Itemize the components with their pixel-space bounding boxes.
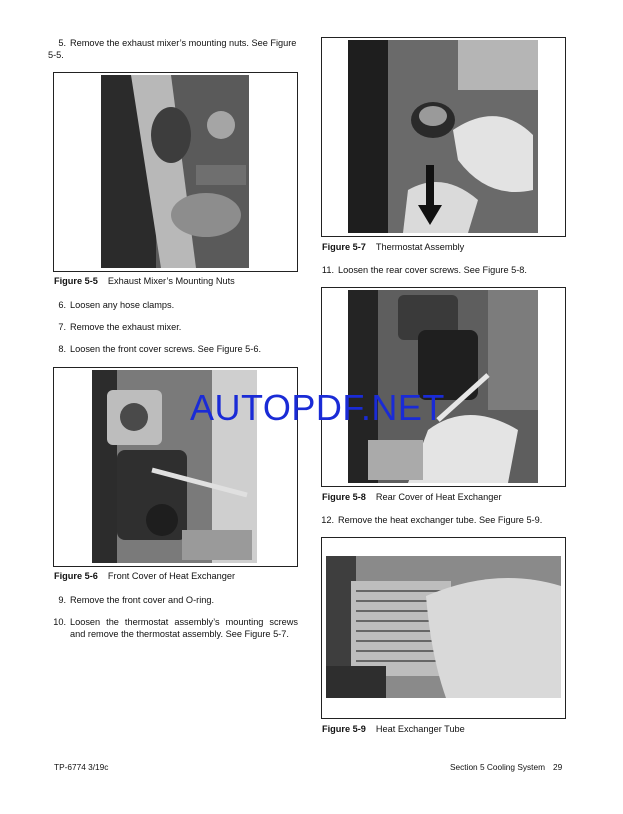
step-number: 10. <box>53 617 66 627</box>
step-12 <box>316 514 576 526</box>
step-text: Loosen the rear cover screws. See Figure 5-8. <box>338 265 527 275</box>
watermark-text: AUTOPDF.NET <box>190 387 445 428</box>
step-number: 8. <box>58 344 66 354</box>
figure-number: Figure 5-7 <box>322 242 366 252</box>
figure-5-5-caption <box>54 276 235 286</box>
step-11 <box>316 264 571 276</box>
footer-doc-id: TP-6774 3/19c <box>54 762 109 772</box>
step-text: Loosen the front cover screws. See Figure 5-6. <box>70 344 261 354</box>
figure-title: Thermostat Assembly <box>375 242 465 252</box>
step-8 <box>48 343 308 355</box>
step-text: Loosen the thermostat assembly’s mounting screws and remove the thermostat assembly. See Figure 5-7. <box>70 617 298 639</box>
heat-exchanger-tube-photo <box>326 556 561 698</box>
step-number: 12. <box>321 515 334 525</box>
step-6 <box>48 299 303 311</box>
step-number: 7. <box>58 322 66 332</box>
step-7 <box>48 321 303 333</box>
figure-number: Figure 5-5 <box>54 276 98 286</box>
step-text: Remove the exhaust mixer. <box>70 322 182 332</box>
step-number: 6. <box>58 300 66 310</box>
step-text: Remove the front cover and O-ring. <box>70 595 215 605</box>
thermostat-photo <box>348 40 538 233</box>
step-5 <box>48 37 303 61</box>
figure-title: Front Cover of Heat Exchanger <box>107 571 236 581</box>
figure-5-7-frame <box>321 37 566 237</box>
figure-5-9-frame <box>321 537 566 719</box>
figure-5-8-caption <box>322 492 502 502</box>
footer-section: Section 5 Cooling System <box>450 762 546 772</box>
figure-title: Exhaust Mixer’s Mounting Nuts <box>107 276 235 286</box>
figure-number: Figure 5-8 <box>322 492 366 502</box>
footer-page-number: 29 <box>553 762 563 772</box>
step-10 <box>48 616 298 640</box>
figure-5-9-caption <box>322 724 465 734</box>
figure-5-6-caption <box>54 571 235 581</box>
step-9 <box>48 594 303 606</box>
figure-title: Rear Cover of Heat Exchanger <box>375 492 502 502</box>
step-text: Remove the heat exchanger tube. See Figure 5-9. <box>338 515 543 525</box>
figure-number: Figure 5-9 <box>322 724 366 734</box>
figure-5-5-frame <box>53 72 298 272</box>
step-number: 5. <box>58 38 66 48</box>
step-number: 11. <box>321 265 334 275</box>
step-number: 9. <box>58 595 66 605</box>
exhaust-mixer-photo <box>101 75 249 268</box>
figure-5-7-caption <box>322 242 464 252</box>
figure-title: Heat Exchanger Tube <box>375 724 465 734</box>
figure-number: Figure 5-6 <box>54 571 98 581</box>
step-text: Loosen any hose clamps. <box>70 300 175 310</box>
step-text: Remove the exhaust mixer’s mounting nuts. See Figure 5-5. <box>48 38 297 60</box>
